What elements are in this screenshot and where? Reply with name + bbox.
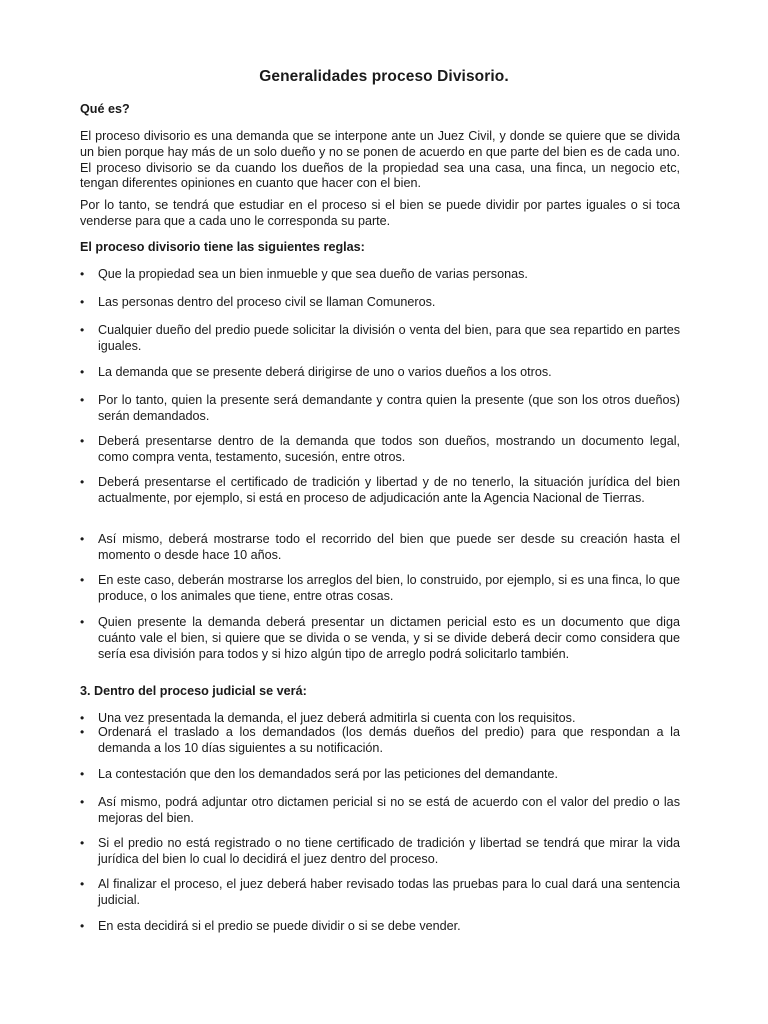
rule-text: Deberá presentarse dentro de la demanda que todos son dueños, mostrando un documento legal, como compra venta, testamento, sucesión, entre otros.	[98, 434, 680, 464]
rule-text: Deberá presentarse el certificado de tradición y libertad y de no tenerlo, la situación jurídica del bien actualmente, por ejemplo, si está en proceso de adjudicación ante la Agencia Nacional de Tierras.	[98, 475, 680, 505]
rule-list-item	[80, 573, 680, 605]
process-list-item	[80, 725, 680, 757]
section-heading-judicial-process: 3. Dentro del proceso judicial se verá:	[80, 684, 307, 698]
bullet-icon: •	[80, 323, 85, 337]
bullet-icon: •	[80, 295, 85, 309]
rule-text: En este caso, deberán mostrarse los arreglos del bien, lo construido, por ejemplo, si es una finca, lo que produce, o los animales que tiene, entre otras cosas.	[98, 573, 680, 603]
process-list-item	[80, 919, 680, 935]
rule-list-item	[80, 475, 680, 507]
bullet-icon: •	[80, 711, 85, 725]
process-text: Ordenará el traslado a los demandados (los demás dueños del predio) para que respondan a la demanda a los 10 días siguientes a su notificación.	[98, 725, 680, 755]
rule-list-item	[80, 267, 680, 283]
bullet-icon: •	[80, 434, 85, 448]
rule-text: Así mismo, deberá mostrarse todo el recorrido del bien que puede ser desde su creación hasta el momento o desde hace 10 años.	[98, 532, 680, 562]
bullet-icon: •	[80, 365, 85, 379]
process-text: Al finalizar el proceso, el juez deberá haber revisado todas las pruebas para lo cual dará una sentencia judicial.	[98, 877, 680, 907]
rule-text: La demanda que se presente deberá dirigirse de uno o varios dueños a los otros.	[98, 365, 552, 379]
bullet-icon: •	[80, 836, 85, 850]
paragraph-division: Por lo tanto, se tendrá que estudiar en el proceso si el bien se puede dividir por partes iguales o si toca venderse para que a cada uno le corresponda su parte.	[80, 198, 680, 228]
section-heading-rules: El proceso divisorio tiene las siguientes reglas:	[80, 240, 365, 254]
rule-list-item	[80, 532, 680, 564]
bullet-icon: •	[80, 267, 85, 281]
bullet-icon: •	[80, 475, 85, 489]
process-list-item	[80, 836, 680, 868]
process-list-item	[80, 767, 680, 783]
process-text: La contestación que den los demandados será por las peticiones del demandante.	[98, 767, 558, 781]
section-heading-que-es: Qué es?	[80, 102, 130, 116]
process-list-item	[80, 795, 680, 827]
bullet-icon: •	[80, 795, 85, 809]
process-text: Así mismo, podrá adjuntar otro dictamen pericial si no se está de acuerdo con el valor del predio o las mejoras del bien.	[98, 795, 680, 825]
rule-text: Que la propiedad sea un bien inmueble y que sea dueño de varias personas.	[98, 267, 528, 281]
bullet-icon: •	[80, 767, 85, 781]
bullet-icon: •	[80, 393, 85, 407]
rule-list-item	[80, 434, 680, 466]
process-text: Una vez presentada la demanda, el juez deberá admitirla si cuenta con los requisitos.	[98, 711, 576, 725]
process-list-item	[80, 877, 680, 909]
rule-list-item	[80, 295, 680, 311]
bullet-icon: •	[80, 532, 85, 546]
rule-text: Quien presente la demanda deberá presentar un dictamen pericial esto es un documento que diga cuánto vale el bien, si quiere que se divida o se venda, y si se divide deberá decir como considera que sería esa división para todos y si hizo algún tipo de arreglo podrá solicitarlo también.	[98, 615, 680, 661]
rule-text: Cualquier dueño del predio puede solicitar la división o venta del bien, para que sea repartido en partes iguales.	[98, 323, 680, 353]
rule-text: Las personas dentro del proceso civil se llaman Comuneros.	[98, 295, 436, 309]
rule-list-item	[80, 393, 680, 425]
bullet-icon: •	[80, 615, 85, 629]
process-text: Si el predio no está registrado o no tiene certificado de tradición y libertad se tendrá que mirar la vida jurídica del bien lo cual lo decidirá el juez dentro del proceso.	[98, 836, 680, 866]
rule-text: Por lo tanto, quien la presente será demandante y contra quien la presente (que son los otros dueños) serán demandados.	[98, 393, 680, 423]
bullet-icon: •	[80, 919, 85, 933]
document-title: Generalidades proceso Divisorio.	[259, 68, 509, 85]
bullet-icon: •	[80, 725, 85, 739]
rule-list-item	[80, 323, 680, 355]
process-text: En esta decidirá si el predio se puede dividir o si se debe vender.	[98, 919, 461, 933]
rule-list-item	[80, 615, 680, 662]
paragraph-definition: El proceso divisorio es una demanda que se interpone ante un Juez Civil, y donde se quiere que se divida un bien porque hay más de un solo dueño y no se ponen de acuerdo en que parte del bien es de cada uno. El proceso divisorio se da cuando los dueños de la propiedad sea una casa, una finca, un negocio etc, tengan diferentes opiniones en cuanto que hacer con el bien.	[80, 129, 680, 191]
bullet-icon: •	[80, 877, 85, 891]
rule-list-item	[80, 365, 680, 381]
bullet-icon: •	[80, 573, 85, 587]
